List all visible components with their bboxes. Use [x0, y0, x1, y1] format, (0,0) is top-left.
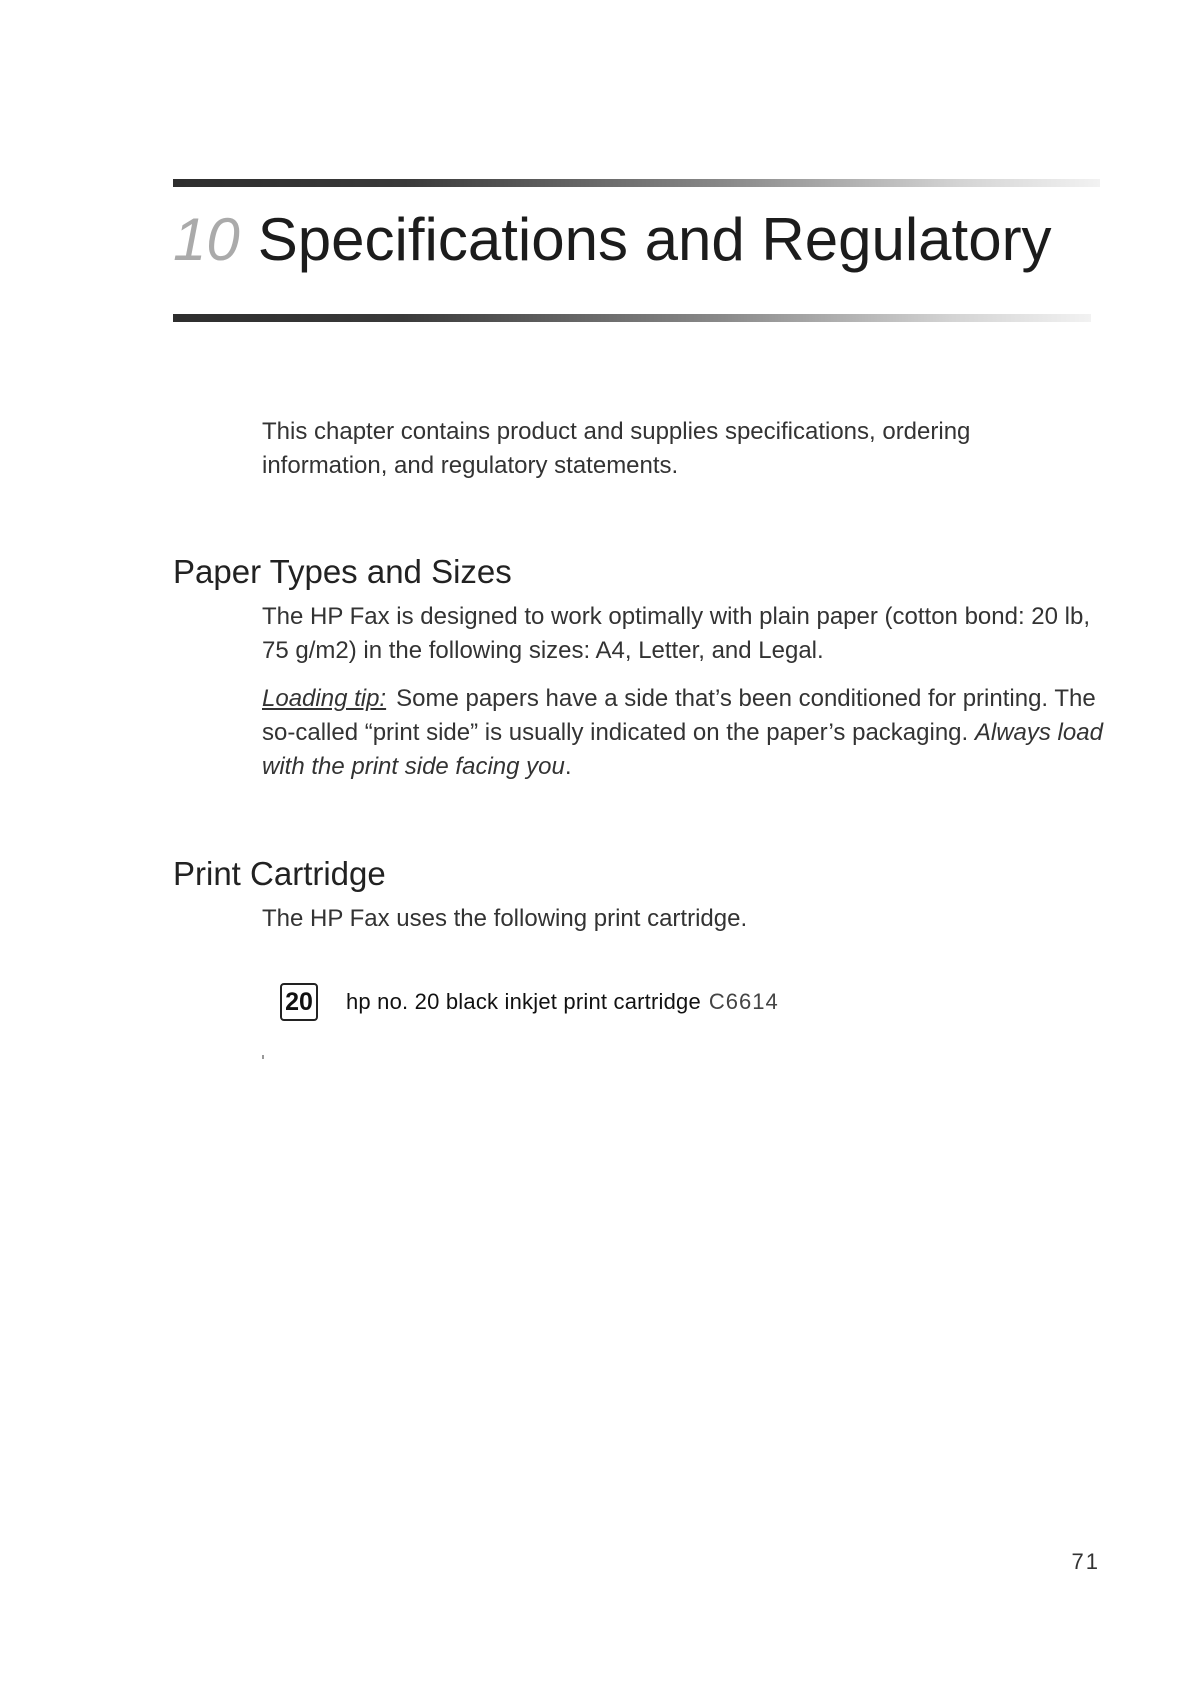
cartridge-name: hp no. 20 black inkjet print cartridge [346, 989, 701, 1014]
chapter-number: 10 [173, 206, 240, 273]
loading-tip-text: Some papers have a side that’s been conditioned for printing. The so-called “print side” is usually indicated on the paper’s packaging. [262, 685, 1096, 746]
chapter-bottom-rule [173, 314, 1091, 322]
loading-tip-end: . [564, 753, 572, 780]
chapter-title [173, 200, 1052, 280]
page-number: 71 [1071, 1549, 1100, 1574]
chapter-title-text: Specifications and Regulatory [257, 206, 1052, 273]
cartridge-entry [280, 980, 779, 1024]
print-cartridge-body: The HP Fax uses the following print cartridge. [262, 905, 748, 932]
section-heading-paper-types: Paper Types and Sizes [173, 553, 512, 590]
loading-tip-label: Loading tip: [262, 685, 387, 712]
cartridge-code: C6614 [708, 989, 779, 1014]
cartridge-number-icon: 20 [280, 983, 318, 1021]
loading-tip-emphasis: Always load with the print side facing you [262, 719, 1103, 780]
chapter-top-rule [173, 179, 1100, 187]
section-heading-print-cartridge: Print Cartridge [173, 855, 386, 892]
loading-tip [262, 682, 1112, 784]
chapter-intro: This chapter contains product and supplies specifications, ordering information, and regulatory statements. [262, 418, 971, 479]
paper-types-body: The HP Fax is designed to work optimally with plain paper (cotton bond: 20 lb, 75 g/m2) in the following sizes: A4, Letter, and Legal. [262, 603, 1090, 664]
stray-mark [262, 1055, 264, 1059]
